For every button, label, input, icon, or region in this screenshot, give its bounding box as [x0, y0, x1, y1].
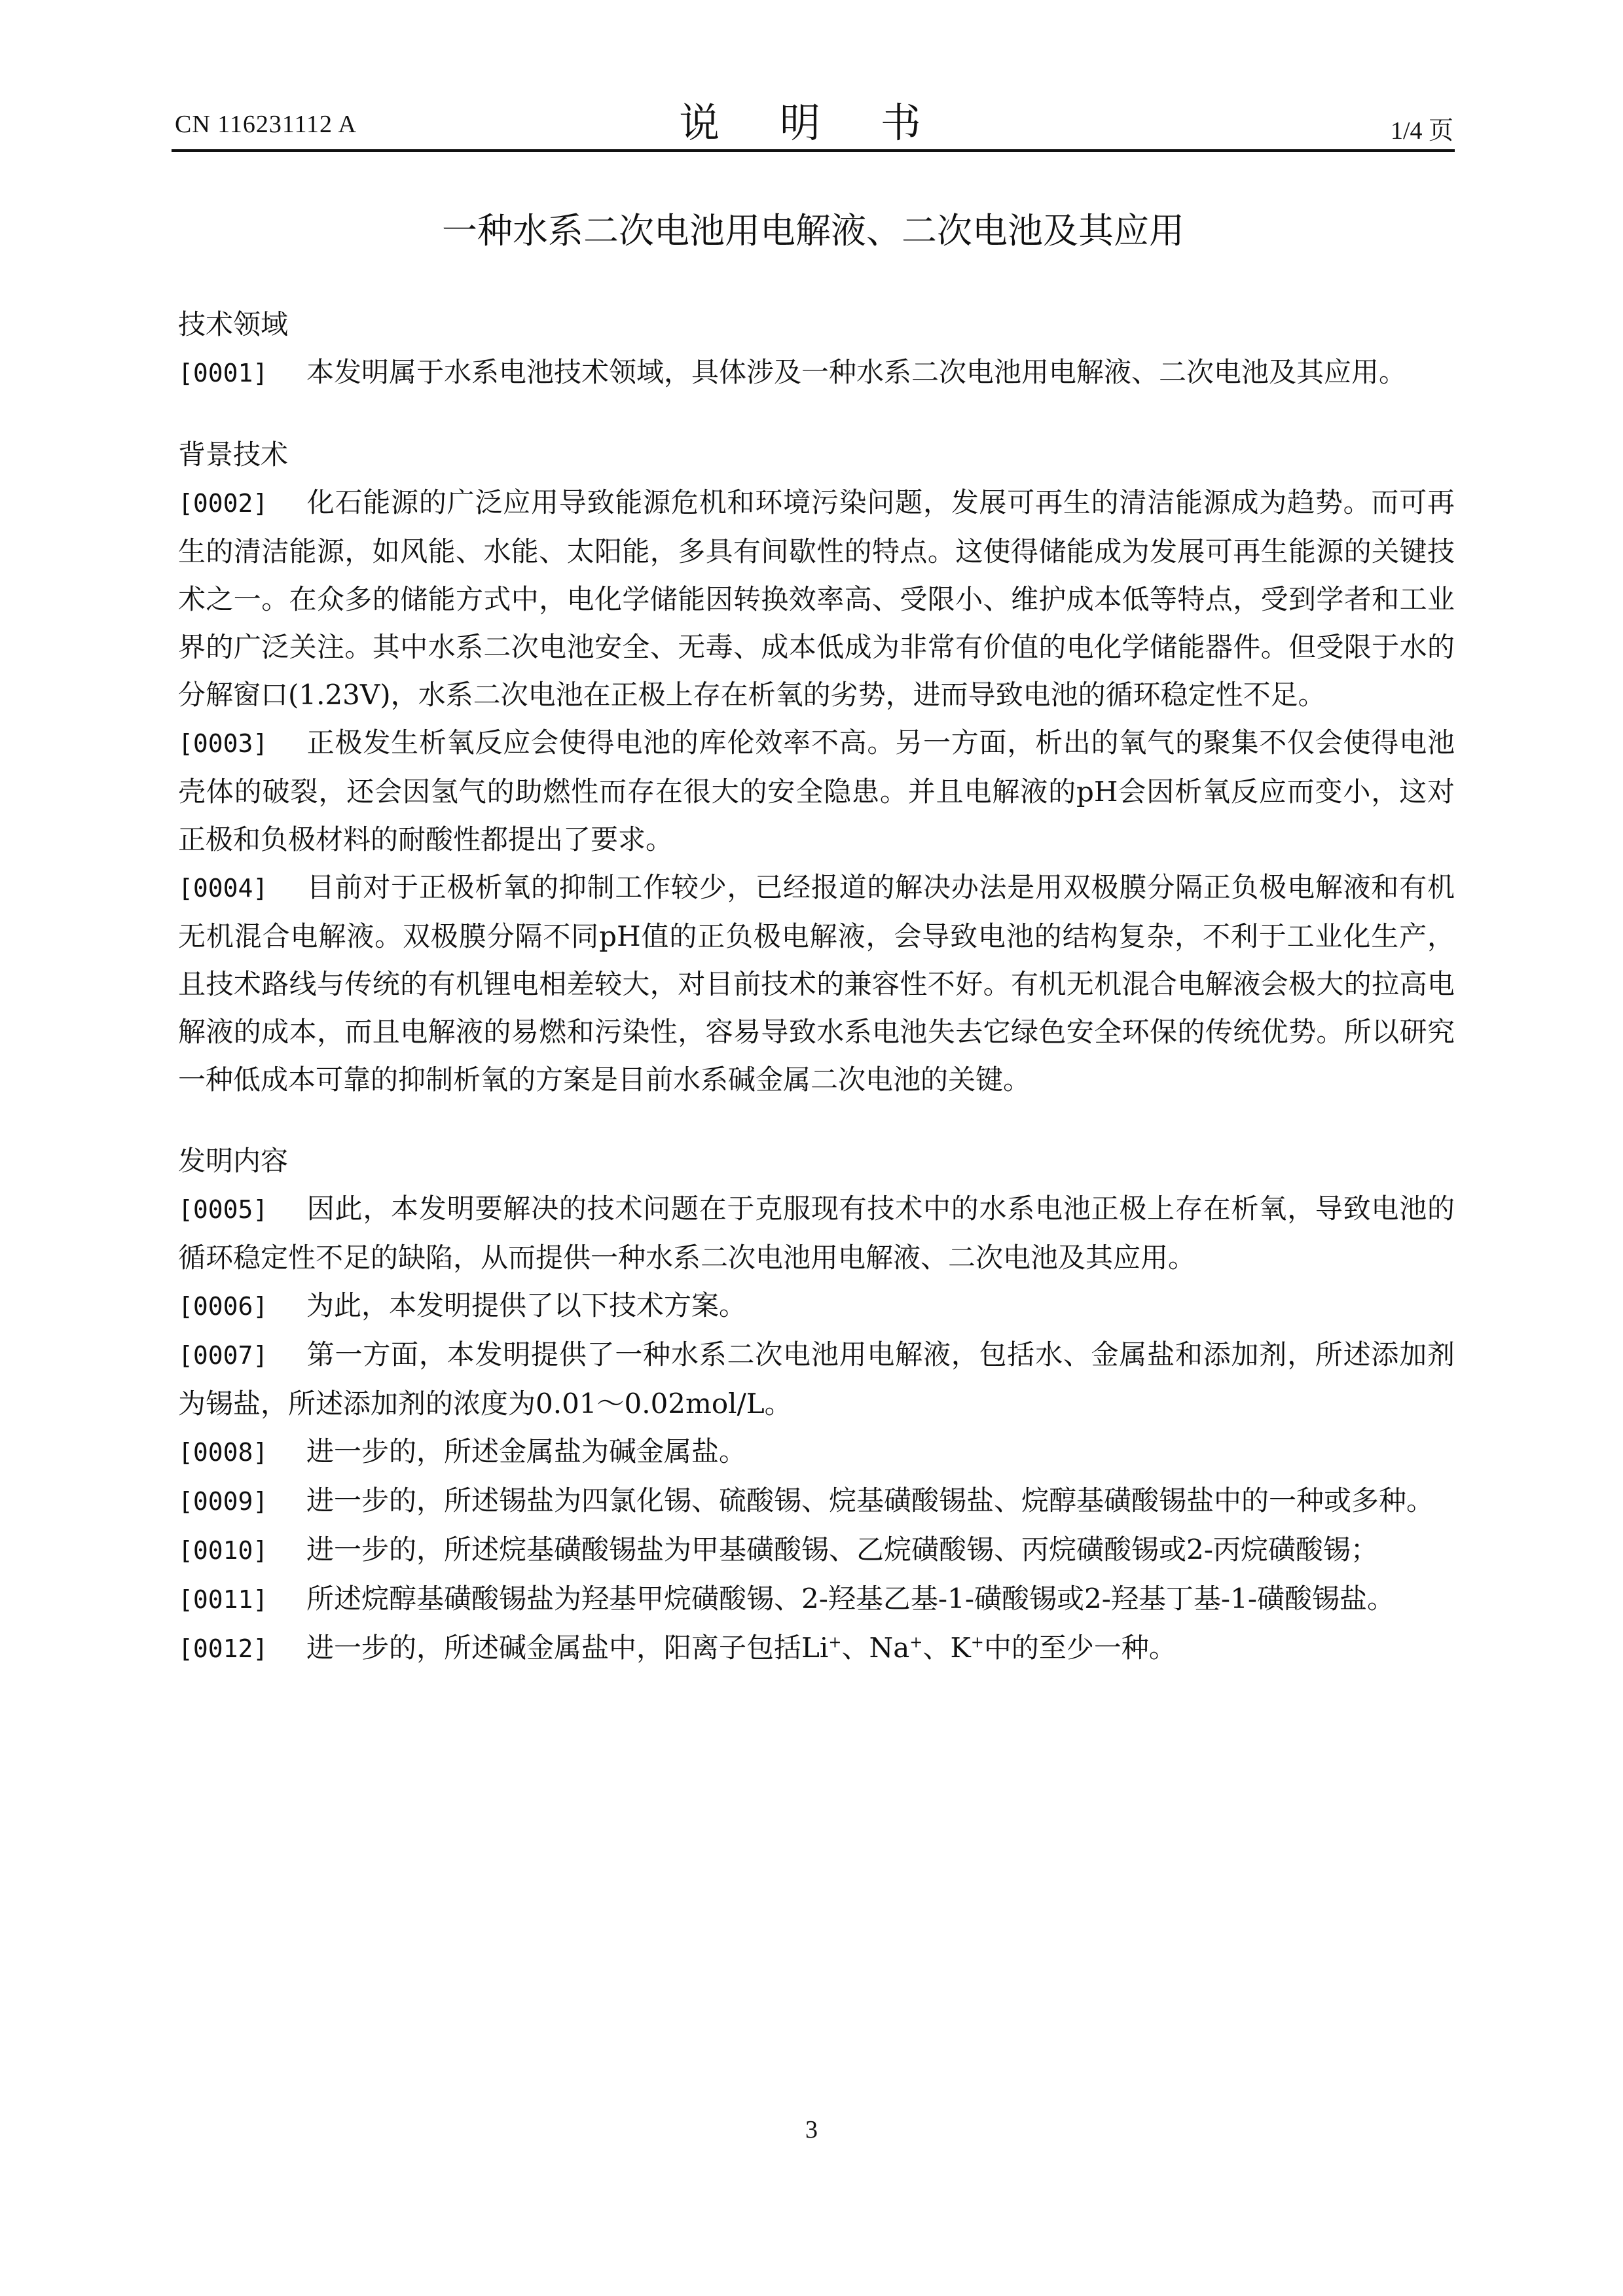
paragraph-text: 、Na [841, 1632, 910, 1664]
paragraph-text: 为此，本发明提供了以下技术方案。 [306, 1289, 747, 1321]
paragraph-number: [0003] [178, 729, 268, 758]
page-number: 3 [805, 2116, 818, 2144]
paragraph-text: 所述烷醇基磺酸锡盐为羟基甲烷磺酸锡、2-羟基乙基-1-磺酸锡或2-羟基丁基-1-磺酸锡盐。 [306, 1583, 1395, 1615]
paragraph-text: 进一步的，所述烷基磺酸锡盐为甲基磺酸锡、乙烷磺酸锡、丙烷磺酸锡或2-丙烷磺酸锡； [306, 1534, 1378, 1566]
document-title: 一种水系二次电池用电解液、二次电池及其应用 [442, 210, 1184, 251]
paragraph [178, 1526, 1455, 1575]
paragraph [178, 1427, 1455, 1477]
publication-number: CN 116231112 A [175, 111, 357, 138]
section-technical-field [178, 301, 1455, 397]
paragraph [178, 719, 1455, 863]
page-header [0, 0, 1623, 151]
paragraph-number: [0010] [178, 1536, 268, 1565]
superscript-charge: + [909, 1633, 923, 1651]
paragraph [178, 1185, 1455, 1282]
paragraph-number: [0001] [178, 359, 268, 387]
header-divider [172, 149, 1455, 152]
paragraph-number: [0006] [178, 1292, 268, 1321]
paragraph [178, 1282, 1455, 1331]
paragraph-text: 、K [922, 1632, 971, 1664]
paragraph [178, 1331, 1455, 1427]
section-heading: 发明内容 [178, 1145, 289, 1177]
superscript-charge: + [828, 1633, 842, 1651]
paragraph-number: [0009] [178, 1487, 268, 1516]
paragraph-number: [0007] [178, 1341, 268, 1370]
paragraph-text: 因此，本发明要解决的技术问题在于克服现有技术中的水系电池正极上存在析氧，导致电池的循环稳定性不足的缺陷，从而提供一种水系二次电池用电解液、二次电池及其应用。 [178, 1193, 1455, 1274]
paragraph-text: 中的至少一种。 [983, 1632, 1176, 1664]
header-title: 说 明 书 [679, 99, 945, 147]
paragraph-text: 正极发生析氧反应会使得电池的库伦效率不高。另一方面，析出的氧气的聚集不仅会使得电池壳体的破裂，还会因氢气的助燃性而存在很大的安全隐患。并且电解液的pH会因析氧反应而变小，这对正极和负极材料的耐酸性都提出了要求。 [178, 726, 1455, 855]
paragraph-text: 进一步的，所述锡盐为四氯化锡、硫酸锡、烷基磺酸锡盐、烷醇基磺酸锡盐中的一种或多种。 [306, 1484, 1434, 1516]
paragraph-number: [0005] [178, 1195, 268, 1224]
section-background [178, 431, 1455, 1103]
paragraph-text: 目前对于正极析氧的抑制工作较少，已经报道的解决办法是用双极膜分隔正负极电解液和有机无机混合电解液。双极膜分隔不同pH值的正负极电解液，会导致电池的结构复杂，不利于工业化生产，且技术路线与传统的有机锂电相差较大，对目前技术的兼容性不好。有机无机混合电解液会极大的拉高电解液的成本，而且电解液的易燃和污染性，容易导致水系电池失去它绿色安全环保的传统优势。所以研究一种低成本可靠的抑制析氧的方案是目前水系碱金属二次电池的关键。 [178, 871, 1455, 1096]
paragraph-number: [0004] [178, 874, 268, 903]
paragraph-text: 化石能源的广泛应用导致能源危机和环境污染问题，发展可再生的清洁能源成为趋势。而可再生的清洁能源，如风能、水能、太阳能，多具有间歇性的特点。这使得储能成为发展可再生能源的关键技术之一。在众多的储能方式中，电化学储能因转换效率高、受限小、维护成本低等特点，受到学者和工业界的广泛关注。其中水系二次电池安全、无毒、成本低成为非常有价值的电化学储能器件。但受限于水的分解窗口(1.23V)，水系二次电池在正极上存在析氧的劣势，进而导致电池的循环稳定性不足。 [178, 486, 1455, 711]
section-summary [178, 1138, 1455, 1673]
document-body [178, 301, 1455, 1673]
paragraph-number: [0011] [178, 1585, 268, 1614]
paragraph [178, 1575, 1455, 1624]
section-heading: 背景技术 [178, 439, 289, 471]
paragraph [178, 478, 1455, 719]
paragraph-text: 第一方面，本发明提供了一种水系二次电池用电解液，包括水、金属盐和添加剂，所述添加剂为锡盐，所述添加剂的浓度为0.01～0.02mol/L。 [178, 1338, 1455, 1420]
paragraph-text: 进一步的，所述碱金属盐中，阳离子包括Li [306, 1632, 829, 1664]
paragraph [178, 1477, 1455, 1526]
paragraph [178, 1624, 1455, 1673]
paragraph-text: 本发明属于水系电池技术领域，具体涉及一种水系二次电池用电解液、二次电池及其应用。 [306, 356, 1407, 388]
paragraph [178, 863, 1455, 1103]
page-count: 1/4 页 [1390, 117, 1453, 145]
paragraph-text: 进一步的，所述金属盐为碱金属盐。 [306, 1435, 747, 1467]
paragraph-number: [0008] [178, 1438, 268, 1467]
superscript-charge: + [970, 1633, 984, 1651]
paragraph-number: [0002] [178, 489, 268, 518]
paragraph [178, 348, 1455, 397]
paragraph-number: [0012] [178, 1634, 268, 1663]
section-heading: 技术领域 [178, 308, 289, 340]
